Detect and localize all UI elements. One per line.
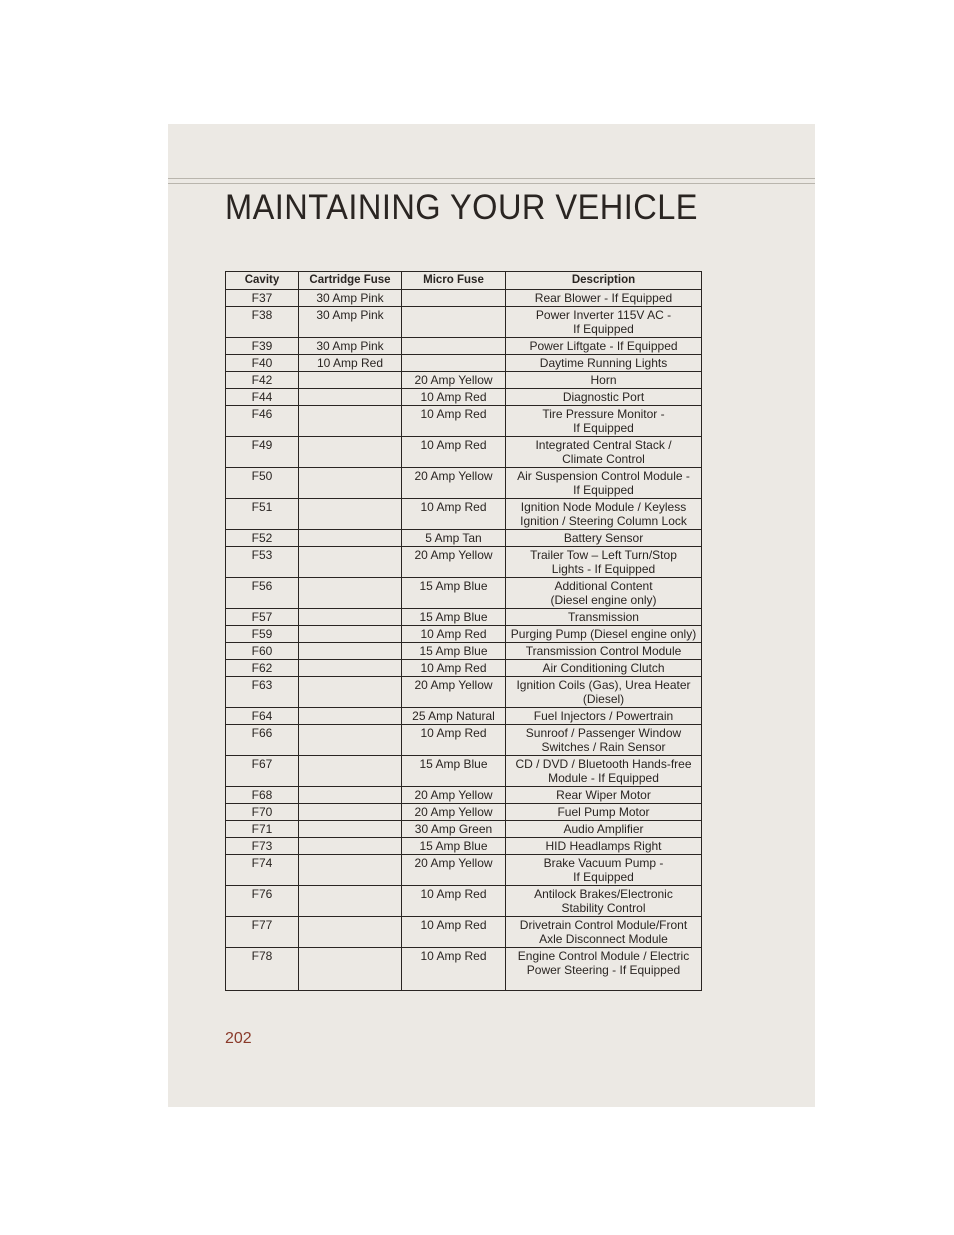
- cavity-cell: F66: [226, 725, 299, 756]
- micro-fuse-cell: 10 Amp Red: [402, 725, 506, 756]
- cavity-cell: F44: [226, 389, 299, 406]
- micro-fuse-cell: 10 Amp Red: [402, 886, 506, 917]
- cartridge-fuse-cell: [299, 530, 402, 547]
- cartridge-fuse-cell: [299, 660, 402, 677]
- description-cell: HID Headlamps Right: [506, 838, 702, 855]
- micro-fuse-cell: 10 Amp Red: [402, 437, 506, 468]
- manual-page: [168, 124, 815, 1107]
- table-row: [226, 660, 702, 677]
- table-row: [226, 499, 702, 530]
- cavity-cell: F64: [226, 708, 299, 725]
- cartridge-fuse-cell: [299, 626, 402, 643]
- page-title: MAINTAINING YOUR VEHICLE: [225, 188, 698, 227]
- description-cell: Air Suspension Control Module - If Equipped: [506, 468, 702, 499]
- fuse-table: [225, 271, 702, 991]
- cavity-cell: F40: [226, 355, 299, 372]
- cartridge-fuse-cell: [299, 499, 402, 530]
- cartridge-fuse-cell: [299, 468, 402, 499]
- description-cell: Rear Blower - If Equipped: [506, 290, 702, 307]
- cartridge-fuse-cell: [299, 437, 402, 468]
- cavity-cell: F42: [226, 372, 299, 389]
- micro-fuse-cell: [402, 290, 506, 307]
- cartridge-fuse-cell: [299, 804, 402, 821]
- cartridge-fuse-cell: [299, 708, 402, 725]
- table-row: [226, 290, 702, 307]
- description-cell: Antilock Brakes/Electronic Stability Control: [506, 886, 702, 917]
- micro-fuse-cell: 10 Amp Red: [402, 917, 506, 948]
- micro-fuse-cell: 20 Amp Yellow: [402, 547, 506, 578]
- cartridge-fuse-cell: [299, 948, 402, 991]
- table-row: [226, 677, 702, 708]
- cavity-cell: F37: [226, 290, 299, 307]
- table-row: [226, 307, 702, 338]
- cavity-cell: F57: [226, 609, 299, 626]
- table-row: [226, 643, 702, 660]
- column-header-cavity: Cavity: [226, 272, 299, 290]
- micro-fuse-cell: 10 Amp Red: [402, 626, 506, 643]
- micro-fuse-cell: 10 Amp Red: [402, 660, 506, 677]
- cartridge-fuse-cell: [299, 725, 402, 756]
- cavity-cell: F59: [226, 626, 299, 643]
- micro-fuse-cell: 10 Amp Red: [402, 389, 506, 406]
- description-cell: Power Liftgate - If Equipped: [506, 338, 702, 355]
- cavity-cell: F77: [226, 917, 299, 948]
- micro-fuse-cell: [402, 355, 506, 372]
- cavity-cell: F76: [226, 886, 299, 917]
- cartridge-fuse-cell: 10 Amp Red: [299, 355, 402, 372]
- description-cell: Diagnostic Port: [506, 389, 702, 406]
- micro-fuse-cell: 20 Amp Yellow: [402, 787, 506, 804]
- description-cell: Air Conditioning Clutch: [506, 660, 702, 677]
- cavity-cell: F67: [226, 756, 299, 787]
- cartridge-fuse-cell: [299, 609, 402, 626]
- cartridge-fuse-cell: [299, 838, 402, 855]
- table-row: [226, 468, 702, 499]
- table-row: [226, 855, 702, 886]
- table-row: [226, 406, 702, 437]
- table-row: [226, 372, 702, 389]
- table-row: [226, 338, 702, 355]
- micro-fuse-cell: 20 Amp Yellow: [402, 468, 506, 499]
- description-cell: Drivetrain Control Module/Front Axle Disconnect Module: [506, 917, 702, 948]
- cavity-cell: F70: [226, 804, 299, 821]
- header-rule-top: [168, 178, 815, 179]
- column-header-description: Description: [506, 272, 702, 290]
- cartridge-fuse-cell: 30 Amp Pink: [299, 290, 402, 307]
- description-cell: Transmission Control Module: [506, 643, 702, 660]
- description-cell: Purging Pump (Diesel engine only): [506, 626, 702, 643]
- table-row: [226, 917, 702, 948]
- table-header-row: [226, 272, 702, 290]
- cavity-cell: F71: [226, 821, 299, 838]
- micro-fuse-cell: 15 Amp Blue: [402, 578, 506, 609]
- cartridge-fuse-cell: [299, 756, 402, 787]
- cavity-cell: F78: [226, 948, 299, 991]
- cavity-cell: F50: [226, 468, 299, 499]
- table-row: [226, 578, 702, 609]
- description-cell: Horn: [506, 372, 702, 389]
- micro-fuse-cell: 10 Amp Red: [402, 406, 506, 437]
- description-cell: Additional Content (Diesel engine only): [506, 578, 702, 609]
- cartridge-fuse-cell: [299, 821, 402, 838]
- table-row: [226, 530, 702, 547]
- cavity-cell: F53: [226, 547, 299, 578]
- micro-fuse-cell: 10 Amp Red: [402, 499, 506, 530]
- table-row: [226, 547, 702, 578]
- cavity-cell: F38: [226, 307, 299, 338]
- column-header-micro-fuse: Micro Fuse: [402, 272, 506, 290]
- cartridge-fuse-cell: [299, 787, 402, 804]
- cavity-cell: F56: [226, 578, 299, 609]
- micro-fuse-cell: [402, 307, 506, 338]
- cavity-cell: F73: [226, 838, 299, 855]
- table-row: [226, 609, 702, 626]
- fuse-table-body: [226, 290, 702, 991]
- description-cell: CD / DVD / Bluetooth Hands-free Module - If Equipped: [506, 756, 702, 787]
- description-cell: Battery Sensor: [506, 530, 702, 547]
- micro-fuse-cell: 5 Amp Tan: [402, 530, 506, 547]
- cartridge-fuse-cell: 30 Amp Pink: [299, 307, 402, 338]
- cavity-cell: F52: [226, 530, 299, 547]
- cartridge-fuse-cell: [299, 855, 402, 886]
- cavity-cell: F49: [226, 437, 299, 468]
- cartridge-fuse-cell: [299, 406, 402, 437]
- micro-fuse-cell: 20 Amp Yellow: [402, 804, 506, 821]
- cavity-cell: F46: [226, 406, 299, 437]
- table-row: [226, 389, 702, 406]
- description-cell: Rear Wiper Motor: [506, 787, 702, 804]
- cavity-cell: F68: [226, 787, 299, 804]
- table-row: [226, 626, 702, 643]
- cavity-cell: F39: [226, 338, 299, 355]
- cavity-cell: F63: [226, 677, 299, 708]
- table-row: [226, 756, 702, 787]
- table-row: [226, 787, 702, 804]
- cavity-cell: F60: [226, 643, 299, 660]
- description-cell: Fuel Injectors / Powertrain: [506, 708, 702, 725]
- micro-fuse-cell: 10 Amp Red: [402, 948, 506, 991]
- cartridge-fuse-cell: [299, 372, 402, 389]
- table-row: [226, 437, 702, 468]
- description-cell: Ignition Node Module / Keyless Ignition / Steering Column Lock: [506, 499, 702, 530]
- description-cell: Transmission: [506, 609, 702, 626]
- table-row: [226, 804, 702, 821]
- cartridge-fuse-cell: [299, 677, 402, 708]
- description-cell: Power Inverter 115V AC - If Equipped: [506, 307, 702, 338]
- micro-fuse-cell: 15 Amp Blue: [402, 643, 506, 660]
- page-number: 202: [225, 1030, 252, 1047]
- cartridge-fuse-cell: [299, 886, 402, 917]
- description-cell: Trailer Tow – Left Turn/Stop Lights - If Equipped: [506, 547, 702, 578]
- cartridge-fuse-cell: [299, 547, 402, 578]
- column-header-cartridge-fuse: Cartridge Fuse: [299, 272, 402, 290]
- description-cell: Engine Control Module / Electric Power Steering - If Equipped: [506, 948, 702, 991]
- description-cell: Fuel Pump Motor: [506, 804, 702, 821]
- table-row: [226, 725, 702, 756]
- cartridge-fuse-cell: [299, 578, 402, 609]
- cartridge-fuse-cell: [299, 389, 402, 406]
- micro-fuse-cell: 25 Amp Natural: [402, 708, 506, 725]
- micro-fuse-cell: 20 Amp Yellow: [402, 855, 506, 886]
- description-cell: Sunroof / Passenger Window Switches / Rain Sensor: [506, 725, 702, 756]
- table-row: [226, 886, 702, 917]
- header-rule-bottom: [168, 183, 815, 184]
- micro-fuse-cell: [402, 338, 506, 355]
- cartridge-fuse-cell: [299, 643, 402, 660]
- table-row: [226, 821, 702, 838]
- table-row: [226, 708, 702, 725]
- table-row: [226, 948, 702, 991]
- micro-fuse-cell: 30 Amp Green: [402, 821, 506, 838]
- table-row: [226, 355, 702, 372]
- cavity-cell: F62: [226, 660, 299, 677]
- micro-fuse-cell: 20 Amp Yellow: [402, 372, 506, 389]
- description-cell: Integrated Central Stack / Climate Control: [506, 437, 702, 468]
- description-cell: Tire Pressure Monitor - If Equipped: [506, 406, 702, 437]
- cartridge-fuse-cell: 30 Amp Pink: [299, 338, 402, 355]
- micro-fuse-cell: 15 Amp Blue: [402, 838, 506, 855]
- micro-fuse-cell: 15 Amp Blue: [402, 609, 506, 626]
- cavity-cell: F51: [226, 499, 299, 530]
- description-cell: Brake Vacuum Pump - If Equipped: [506, 855, 702, 886]
- micro-fuse-cell: 20 Amp Yellow: [402, 677, 506, 708]
- description-cell: Ignition Coils (Gas), Urea Heater (Diesel): [506, 677, 702, 708]
- description-cell: Audio Amplifier: [506, 821, 702, 838]
- table-row: [226, 838, 702, 855]
- micro-fuse-cell: 15 Amp Blue: [402, 756, 506, 787]
- cavity-cell: F74: [226, 855, 299, 886]
- cartridge-fuse-cell: [299, 917, 402, 948]
- description-cell: Daytime Running Lights: [506, 355, 702, 372]
